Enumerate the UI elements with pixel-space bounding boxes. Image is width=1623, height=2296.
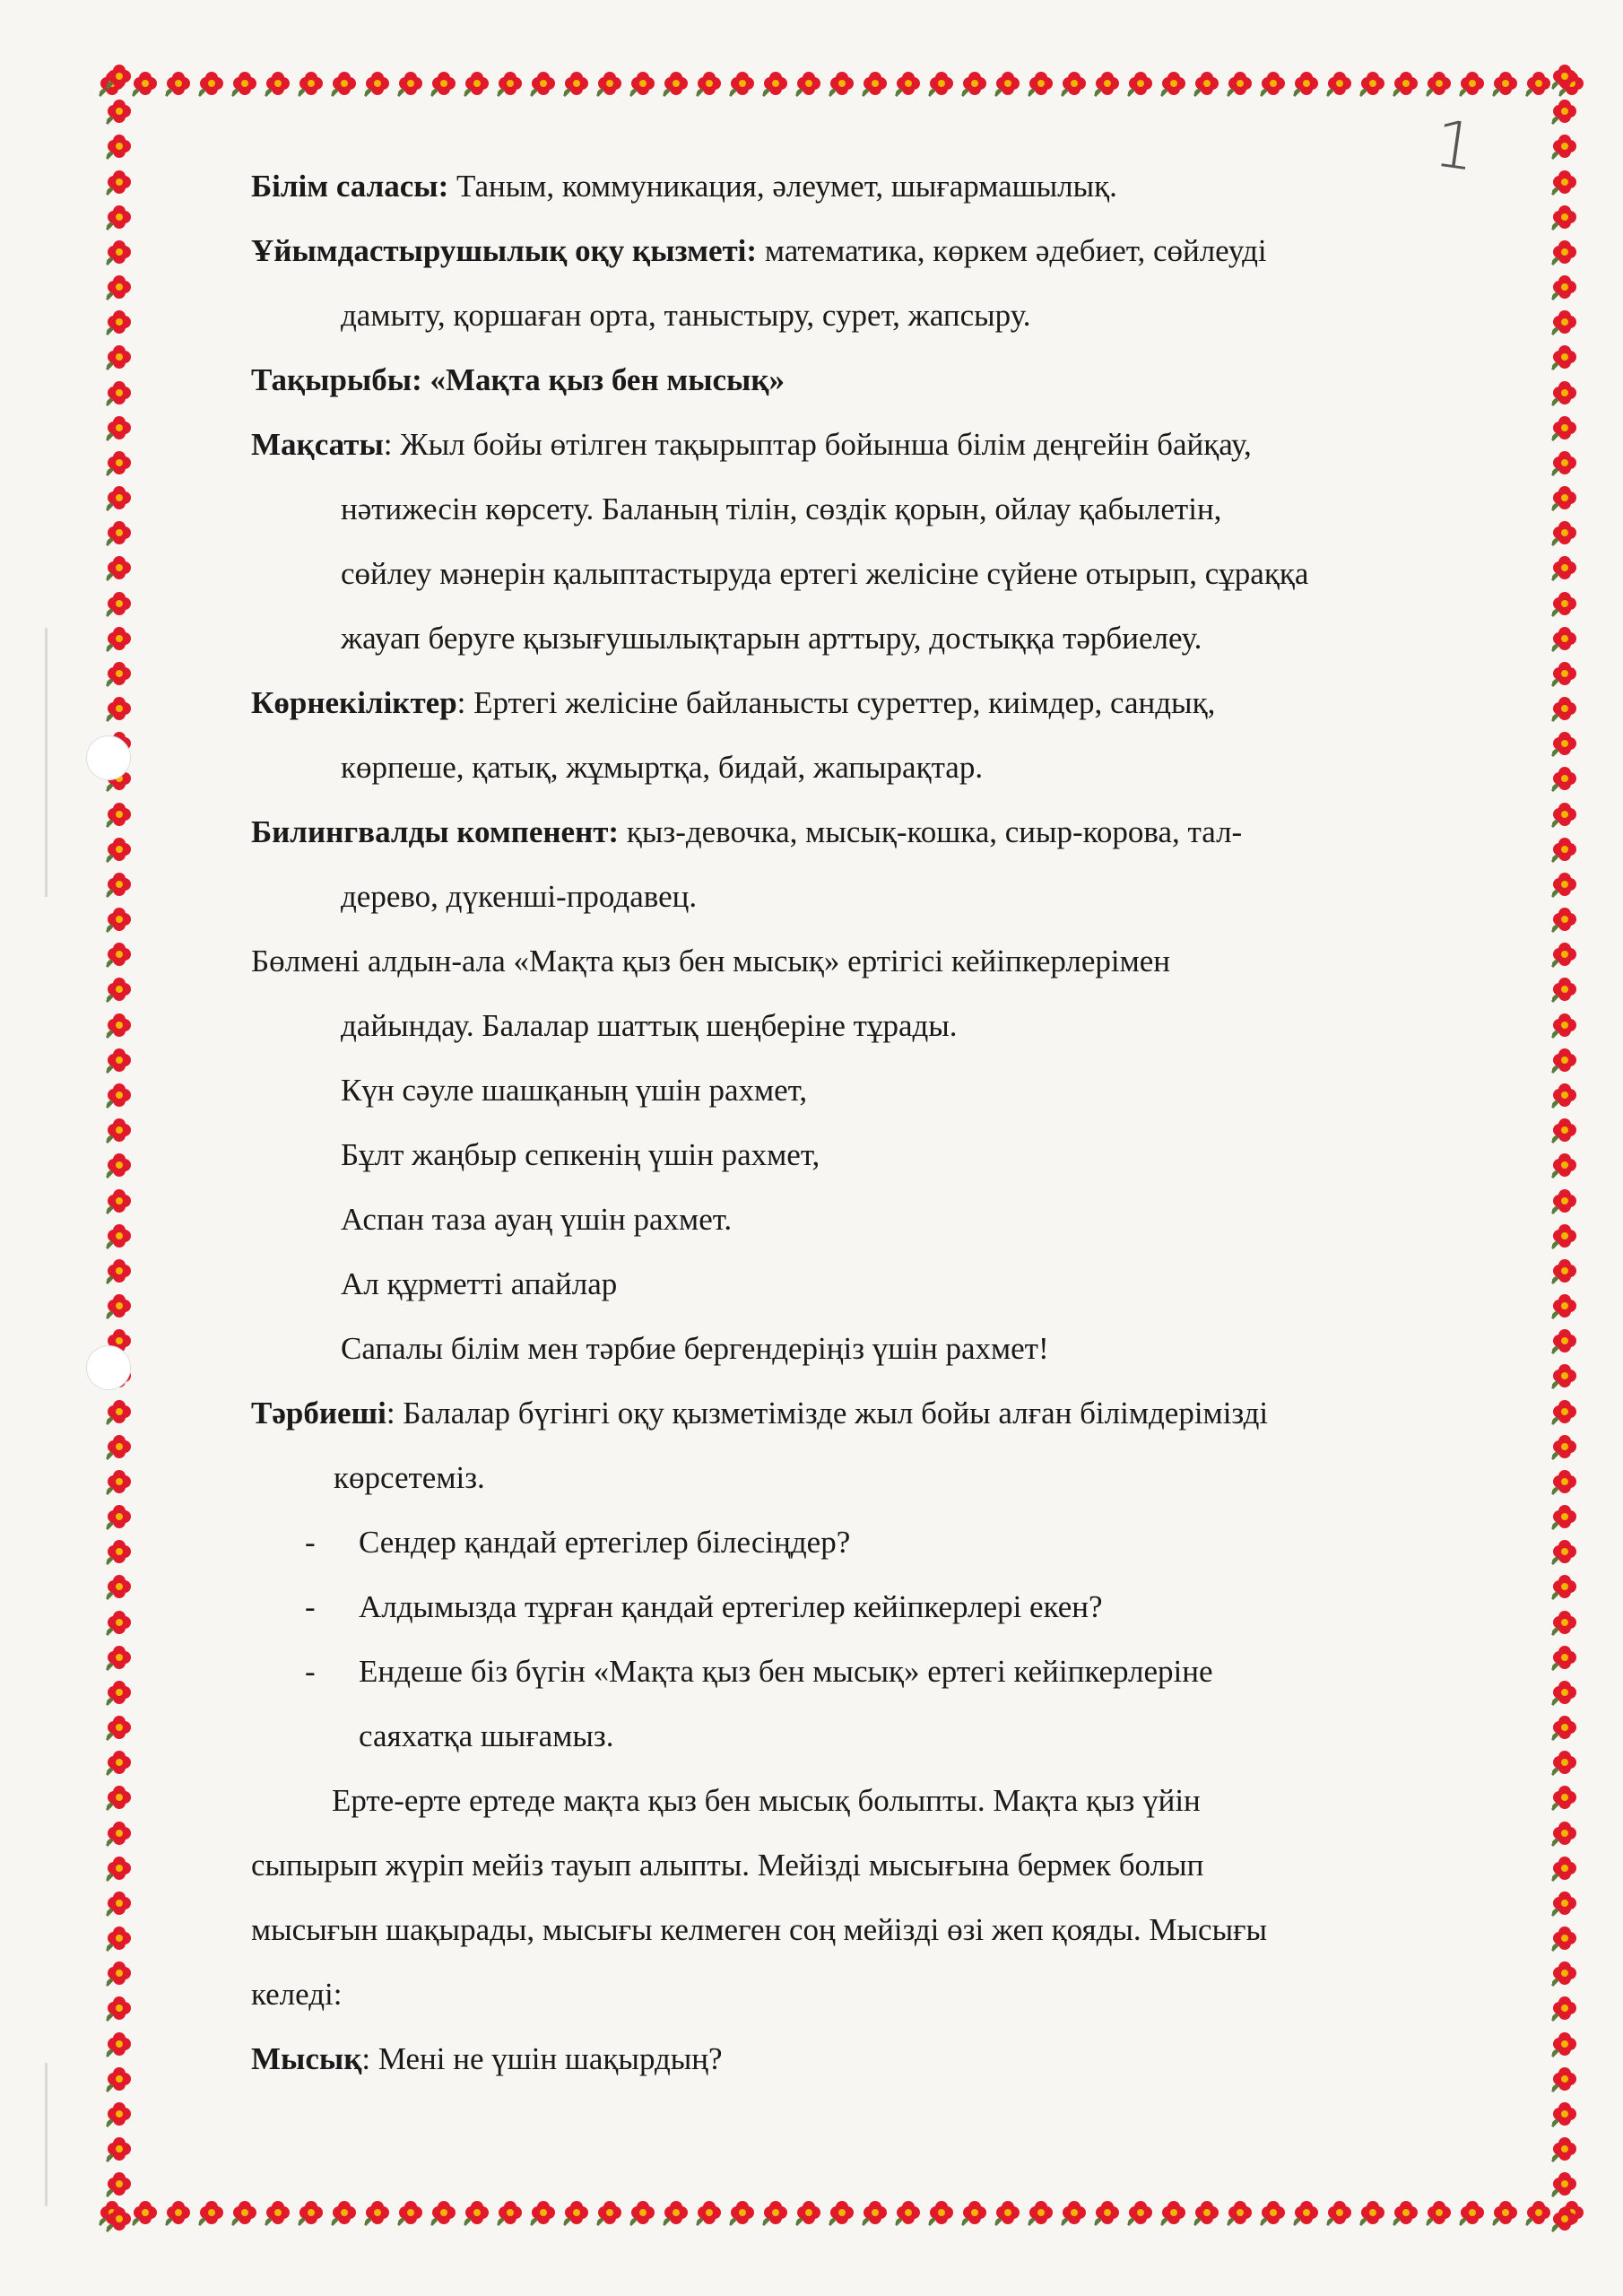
- red-flower-ornament-icon: [1549, 272, 1580, 302]
- red-flower-ornament-icon: [1059, 2197, 1089, 2228]
- red-flower-ornament-icon: [1549, 623, 1580, 654]
- bilingual-label: Билингвалды компенент:: [251, 814, 620, 849]
- goal-text: : Жыл бойы өтілген тақырыптар бойынша білім деңгейін байқау,: [383, 427, 1252, 462]
- red-flower-ornament-icon: [104, 1186, 135, 1216]
- poem-line: Күн сәуле шашқаның үшін рахмет,: [341, 1073, 808, 1108]
- red-flower-ornament-icon: [104, 869, 135, 900]
- red-flower-ornament-icon: [104, 1923, 135, 1953]
- red-flower-ornament-icon: [395, 2197, 426, 2228]
- red-flower-ornament-icon: [893, 68, 924, 99]
- cat-text: : Мені не үшін шақырдың?: [361, 2041, 723, 2076]
- red-flower-ornament-icon: [1549, 1993, 1580, 2023]
- red-flower-ornament-icon: [993, 68, 1023, 99]
- room-line-2: дайындау. Балалар шаттық шеңберіне тұрады.: [341, 1008, 958, 1043]
- red-flower-ornament-icon: [104, 799, 135, 830]
- goal-line-3: сөйлеу мәнерін қалыптастыруда ертегі желісіне сүйене отырып, сұраққа: [341, 556, 1309, 591]
- story-line: сыпырып жүріп мейіз тауып алыпты. Мейізді мысығына бермек болып: [251, 1848, 1204, 1883]
- red-flower-ornament-icon: [104, 131, 135, 161]
- red-flower-ornament-icon: [104, 1431, 135, 1462]
- red-flower-ornament-icon: [104, 2064, 135, 2094]
- red-flower-ornament-icon: [1549, 1045, 1580, 1075]
- goal-label: Мақсаты: [251, 427, 384, 462]
- red-flower-ornament-icon: [860, 2197, 890, 2228]
- red-flower-ornament-icon: [104, 1818, 135, 1848]
- red-flower-ornament-icon: [395, 68, 426, 99]
- red-flower-ornament-icon: [104, 1466, 135, 1497]
- red-flower-ornament-icon: [1549, 1466, 1580, 1497]
- red-flower-ornament-icon: [561, 2197, 592, 2228]
- red-flower-ornament-icon: [104, 167, 135, 197]
- uoq-line: [251, 219, 1524, 283]
- red-flower-ornament-icon: [104, 1536, 135, 1567]
- bilingual-text: қыз-девочка, мысық-кошка, сиыр-корова, тал-: [619, 814, 1243, 849]
- scan-artifact: [45, 2063, 48, 2206]
- red-flower-ornament-icon: [1457, 2197, 1488, 2228]
- red-flower-ornament-icon: [1125, 68, 1156, 99]
- red-flower-ornament-icon: [1490, 2197, 1521, 2228]
- red-flower-ornament-icon: [760, 68, 791, 99]
- ornament-border-top: [97, 61, 1587, 106]
- red-flower-ornament-icon: [1358, 2197, 1388, 2228]
- red-flower-ornament-icon: [561, 68, 592, 99]
- red-flower-ornament-icon: [1159, 68, 1189, 99]
- bilingual-line-2: дерево, дүкенші-продавец.: [341, 879, 698, 914]
- cat-line: [251, 2027, 1524, 2092]
- ornament-border-left: [97, 61, 142, 2235]
- red-flower-ornament-icon: [1549, 1571, 1580, 1602]
- red-flower-ornament-icon: [329, 68, 360, 99]
- red-flower-ornament-icon: [528, 68, 559, 99]
- red-flower-ornament-icon: [104, 1291, 135, 1321]
- red-flower-ornament-icon: [1549, 2064, 1580, 2094]
- red-flower-ornament-icon: [1549, 1186, 1580, 1216]
- red-flower-ornament-icon: [661, 68, 691, 99]
- red-flower-ornament-icon: [296, 68, 326, 99]
- red-flower-ornament-icon: [1549, 1536, 1580, 1567]
- red-flower-ornament-icon: [104, 1677, 135, 1708]
- red-flower-ornament-icon: [429, 2197, 459, 2228]
- red-flower-ornament-icon: [1549, 1642, 1580, 1673]
- ornament-border-right: [1542, 61, 1587, 2235]
- red-flower-ornament-icon: [263, 68, 293, 99]
- red-flower-ornament-icon: [1549, 1221, 1580, 1251]
- teacher-text: : Балалар бүгінгі оқу қызметімізде жыл бойы алған білімдерімізді: [386, 1396, 1269, 1431]
- document-body: [251, 154, 1524, 2092]
- red-flower-ornament-icon: [230, 2197, 260, 2228]
- goal-line-4: жауап беруге қызығушылықтарын арттыру, достыққа тәрбиелеу.: [341, 621, 1202, 656]
- red-flower-ornament-icon: [661, 2197, 691, 2228]
- red-flower-ornament-icon: [362, 2197, 393, 2228]
- red-flower-ornament-icon: [1549, 483, 1580, 513]
- red-flower-ornament-icon: [1549, 2204, 1580, 2234]
- red-flower-ornament-icon: [1549, 2099, 1580, 2129]
- red-flower-ornament-icon: [1549, 342, 1580, 372]
- red-flower-ornament-icon: [694, 2197, 725, 2228]
- red-flower-ornament-icon: [794, 68, 824, 99]
- visuals-line: [251, 671, 1524, 735]
- uoq-label: Ұйымдастырушылық оқу қызметі:: [251, 233, 758, 268]
- cat-label: Мысық: [251, 2041, 362, 2076]
- red-flower-ornament-icon: [595, 2197, 625, 2228]
- red-flower-ornament-icon: [893, 2197, 924, 2228]
- ornament-border-bottom: [97, 2190, 1587, 2235]
- dash-marker: -: [305, 1525, 316, 1560]
- red-flower-ornament-icon: [104, 1958, 135, 1988]
- red-flower-ornament-icon: [1291, 2197, 1322, 2228]
- red-flower-ornament-icon: [104, 1747, 135, 1778]
- red-flower-ornament-icon: [1549, 131, 1580, 161]
- red-flower-ornament-icon: [1549, 1291, 1580, 1321]
- red-flower-ornament-icon: [362, 68, 393, 99]
- red-flower-ornament-icon: [104, 61, 135, 91]
- red-flower-ornament-icon: [104, 237, 135, 267]
- story-line: мысығын шақырады, мысығы келмеген соң мейізді өзі жеп қояды. Мысығы: [251, 1912, 1267, 1947]
- red-flower-ornament-icon: [1549, 378, 1580, 408]
- red-flower-ornament-icon: [926, 68, 957, 99]
- red-flower-ornament-icon: [230, 68, 260, 99]
- page-number: 1: [1429, 105, 1481, 186]
- red-flower-ornament-icon: [1549, 658, 1580, 689]
- red-flower-ornament-icon: [1549, 1888, 1580, 1918]
- red-flower-ornament-icon: [104, 693, 135, 724]
- red-flower-ornament-icon: [1549, 448, 1580, 478]
- red-flower-ornament-icon: [163, 68, 194, 99]
- red-flower-ornament-icon: [794, 2197, 824, 2228]
- red-flower-ornament-icon: [104, 2204, 135, 2234]
- bilingual-line: [251, 800, 1524, 865]
- red-flower-ornament-icon: [104, 834, 135, 865]
- red-flower-ornament-icon: [104, 1115, 135, 1145]
- red-flower-ornament-icon: [1549, 1361, 1580, 1391]
- red-flower-ornament-icon: [104, 342, 135, 372]
- red-flower-ornament-icon: [1324, 68, 1355, 99]
- red-flower-ornament-icon: [1026, 68, 1056, 99]
- dash-marker: -: [305, 1654, 316, 1689]
- question-item: [251, 1575, 1524, 1639]
- red-flower-ornament-icon: [104, 1712, 135, 1743]
- red-flower-ornament-icon: [104, 1853, 135, 1883]
- room-line: Бөлмені алдын-ала «Мақта қыз бен мысық» ертігісі кейіпкерлерімен: [251, 944, 1171, 978]
- red-flower-ornament-icon: [1125, 2197, 1156, 2228]
- red-flower-ornament-icon: [104, 1607, 135, 1638]
- question-text: Ендеше біз бүгін «Мақта қыз бен мысық» ертегі кейіпкерлеріне: [359, 1654, 1213, 1689]
- red-flower-ornament-icon: [1549, 1607, 1580, 1638]
- red-flower-ornament-icon: [528, 2197, 559, 2228]
- red-flower-ornament-icon: [104, 1396, 135, 1427]
- red-flower-ornament-icon: [959, 2197, 990, 2228]
- red-flower-ornament-icon: [1549, 1431, 1580, 1462]
- red-flower-ornament-icon: [1549, 167, 1580, 197]
- poem-line: Ал құрметті апайлар: [341, 1266, 618, 1301]
- poem-line: Аспан таза ауаң үшін рахмет.: [341, 1202, 733, 1237]
- red-flower-ornament-icon: [1549, 1818, 1580, 1848]
- red-flower-ornament-icon: [104, 96, 135, 126]
- red-flower-ornament-icon: [104, 588, 135, 619]
- red-flower-ornament-icon: [296, 2197, 326, 2228]
- question-text: Сендер қандай ертегілер білесіңдер?: [359, 1525, 851, 1560]
- red-flower-ornament-icon: [263, 2197, 293, 2228]
- bilim-label: Білім саласы:: [251, 169, 449, 204]
- red-flower-ornament-icon: [628, 2197, 658, 2228]
- red-flower-ornament-icon: [104, 1221, 135, 1251]
- poem-line: Сапалы білім мен тәрбие бергендеріңіз үшін рахмет!: [341, 1331, 1049, 1366]
- red-flower-ornament-icon: [1549, 307, 1580, 337]
- red-flower-ornament-icon: [1258, 68, 1289, 99]
- red-flower-ornament-icon: [104, 483, 135, 513]
- red-flower-ornament-icon: [104, 1571, 135, 1602]
- red-flower-ornament-icon: [1549, 869, 1580, 900]
- red-flower-ornament-icon: [1549, 763, 1580, 794]
- question-text: Алдымызда тұрған қандай ертегілер кейіпкерлері екен?: [359, 1589, 1103, 1624]
- red-flower-ornament-icon: [104, 378, 135, 408]
- red-flower-ornament-icon: [104, 272, 135, 302]
- red-flower-ornament-icon: [1549, 237, 1580, 267]
- red-flower-ornament-icon: [1549, 517, 1580, 548]
- punch-hole: [86, 735, 131, 780]
- red-flower-ornament-icon: [1457, 68, 1488, 99]
- red-flower-ornament-icon: [104, 904, 135, 935]
- red-flower-ornament-icon: [1549, 61, 1580, 91]
- red-flower-ornament-icon: [104, 1501, 135, 1532]
- story-line: келеді:: [251, 1977, 343, 2012]
- red-flower-ornament-icon: [1391, 68, 1421, 99]
- goal-line-2: нәтижесін көрсету. Баланың тілін, сөздік қорын, ойлау қабылетін,: [341, 491, 1222, 526]
- red-flower-ornament-icon: [196, 68, 227, 99]
- red-flower-ornament-icon: [1549, 1010, 1580, 1040]
- red-flower-ornament-icon: [104, 939, 135, 970]
- red-flower-ornament-icon: [1059, 68, 1089, 99]
- red-flower-ornament-icon: [495, 68, 525, 99]
- red-flower-ornament-icon: [104, 658, 135, 689]
- bilim-text: Таным, коммуникация, әлеумет, шығармашылық.: [448, 169, 1117, 204]
- visuals-label: Көрнекіліктер: [251, 685, 457, 720]
- red-flower-ornament-icon: [104, 1782, 135, 1813]
- red-flower-ornament-icon: [104, 2029, 135, 2059]
- question-item: [251, 1639, 1524, 1704]
- red-flower-ornament-icon: [1549, 1501, 1580, 1532]
- red-flower-ornament-icon: [1549, 202, 1580, 232]
- red-flower-ornament-icon: [694, 68, 725, 99]
- red-flower-ornament-icon: [1490, 68, 1521, 99]
- red-flower-ornament-icon: [1549, 1150, 1580, 1180]
- red-flower-ornament-icon: [104, 1045, 135, 1075]
- red-flower-ornament-icon: [104, 1080, 135, 1110]
- red-flower-ornament-icon: [1549, 799, 1580, 830]
- red-flower-ornament-icon: [1549, 96, 1580, 126]
- red-flower-ornament-icon: [1192, 2197, 1222, 2228]
- story-line: Ерте-ерте ертеде мақта қыз бен мысық болыпты. Мақта қыз үйін: [332, 1783, 1201, 1818]
- uoq-text: математика, көркем әдебиет, сөйлеуді: [757, 233, 1267, 268]
- red-flower-ornament-icon: [104, 2134, 135, 2164]
- red-flower-ornament-icon: [1549, 1256, 1580, 1286]
- red-flower-ornament-icon: [1225, 2197, 1255, 2228]
- teacher-label: Тәрбиеші: [251, 1396, 386, 1431]
- red-flower-ornament-icon: [163, 2197, 194, 2228]
- bilim-line: [251, 154, 1524, 219]
- red-flower-ornament-icon: [104, 1150, 135, 1180]
- red-flower-ornament-icon: [1549, 2169, 1580, 2199]
- red-flower-ornament-icon: [104, 2099, 135, 2129]
- red-flower-ornament-icon: [104, 623, 135, 654]
- red-flower-ornament-icon: [727, 2197, 758, 2228]
- punch-hole: [86, 1345, 131, 1390]
- red-flower-ornament-icon: [104, 202, 135, 232]
- red-flower-ornament-icon: [1549, 693, 1580, 724]
- red-flower-ornament-icon: [1391, 2197, 1421, 2228]
- red-flower-ornament-icon: [827, 68, 857, 99]
- red-flower-ornament-icon: [1026, 2197, 1056, 2228]
- poem-line: Бұлт жаңбыр сепкенің үшін рахмет,: [341, 1137, 820, 1172]
- red-flower-ornament-icon: [429, 68, 459, 99]
- red-flower-ornament-icon: [1549, 1853, 1580, 1883]
- red-flower-ornament-icon: [760, 2197, 791, 2228]
- red-flower-ornament-icon: [1549, 1396, 1580, 1427]
- red-flower-ornament-icon: [495, 2197, 525, 2228]
- red-flower-ornament-icon: [1358, 68, 1388, 99]
- red-flower-ornament-icon: [1549, 728, 1580, 759]
- red-flower-ornament-icon: [1549, 413, 1580, 443]
- red-flower-ornament-icon: [1549, 552, 1580, 583]
- scan-artifact: [45, 628, 48, 897]
- goal-line: [251, 413, 1524, 477]
- teacher-line-2: көрсетеміз.: [334, 1460, 485, 1495]
- red-flower-ornament-icon: [196, 2197, 227, 2228]
- red-flower-ornament-icon: [1549, 1958, 1580, 1988]
- red-flower-ornament-icon: [1324, 2197, 1355, 2228]
- red-flower-ornament-icon: [1092, 2197, 1123, 2228]
- red-flower-ornament-icon: [104, 974, 135, 1004]
- red-flower-ornament-icon: [1549, 588, 1580, 619]
- red-flower-ornament-icon: [1549, 1747, 1580, 1778]
- red-flower-ornament-icon: [1225, 68, 1255, 99]
- red-flower-ornament-icon: [1192, 68, 1222, 99]
- red-flower-ornament-icon: [1258, 2197, 1289, 2228]
- red-flower-ornament-icon: [1549, 1677, 1580, 1708]
- red-flower-ornament-icon: [595, 68, 625, 99]
- visuals-line-2: көрпеше, қатық, жұмыртқа, бидай, жапырақтар.: [341, 750, 984, 785]
- uoq-line-2: дамыту, қоршаған орта, таныстыру, сурет, жапсыру.: [341, 298, 1031, 333]
- red-flower-ornament-icon: [104, 1888, 135, 1918]
- red-flower-ornament-icon: [104, 413, 135, 443]
- red-flower-ornament-icon: [1092, 68, 1123, 99]
- red-flower-ornament-icon: [104, 307, 135, 337]
- red-flower-ornament-icon: [104, 448, 135, 478]
- red-flower-ornament-icon: [1549, 2029, 1580, 2059]
- red-flower-ornament-icon: [1549, 1080, 1580, 1110]
- red-flower-ornament-icon: [860, 68, 890, 99]
- red-flower-ornament-icon: [727, 68, 758, 99]
- red-flower-ornament-icon: [628, 68, 658, 99]
- red-flower-ornament-icon: [1549, 2134, 1580, 2164]
- red-flower-ornament-icon: [104, 517, 135, 548]
- red-flower-ornament-icon: [104, 1993, 135, 2023]
- question-item: [251, 1510, 1524, 1575]
- red-flower-ornament-icon: [827, 2197, 857, 2228]
- red-flower-ornament-icon: [1549, 1115, 1580, 1145]
- red-flower-ornament-icon: [329, 2197, 360, 2228]
- red-flower-ornament-icon: [1549, 1712, 1580, 1743]
- red-flower-ornament-icon: [959, 68, 990, 99]
- red-flower-ornament-icon: [1424, 2197, 1454, 2228]
- red-flower-ornament-icon: [1549, 1782, 1580, 1813]
- red-flower-ornament-icon: [1549, 1326, 1580, 1356]
- red-flower-ornament-icon: [1549, 939, 1580, 970]
- red-flower-ornament-icon: [1549, 834, 1580, 865]
- red-flower-ornament-icon: [462, 68, 492, 99]
- visuals-text: : Ертегі желісіне байланысты суреттер, киімдер, сандық,: [456, 685, 1216, 720]
- red-flower-ornament-icon: [104, 2169, 135, 2199]
- red-flower-ornament-icon: [104, 1256, 135, 1286]
- red-flower-ornament-icon: [104, 1642, 135, 1673]
- red-flower-ornament-icon: [1549, 904, 1580, 935]
- red-flower-ornament-icon: [926, 2197, 957, 2228]
- red-flower-ornament-icon: [1549, 1923, 1580, 1953]
- red-flower-ornament-icon: [462, 2197, 492, 2228]
- teacher-line: [251, 1381, 1524, 1446]
- red-flower-ornament-icon: [1549, 974, 1580, 1004]
- red-flower-ornament-icon: [993, 2197, 1023, 2228]
- topic-heading: Тақырыбы: «Мақта қыз бен мысық»: [251, 362, 785, 397]
- red-flower-ornament-icon: [104, 552, 135, 583]
- red-flower-ornament-icon: [104, 1010, 135, 1040]
- red-flower-ornament-icon: [1424, 68, 1454, 99]
- dash-marker: -: [305, 1589, 316, 1624]
- red-flower-ornament-icon: [1159, 2197, 1189, 2228]
- red-flower-ornament-icon: [1291, 68, 1322, 99]
- question-cont: саяхатқа шығамыз.: [359, 1718, 614, 1753]
